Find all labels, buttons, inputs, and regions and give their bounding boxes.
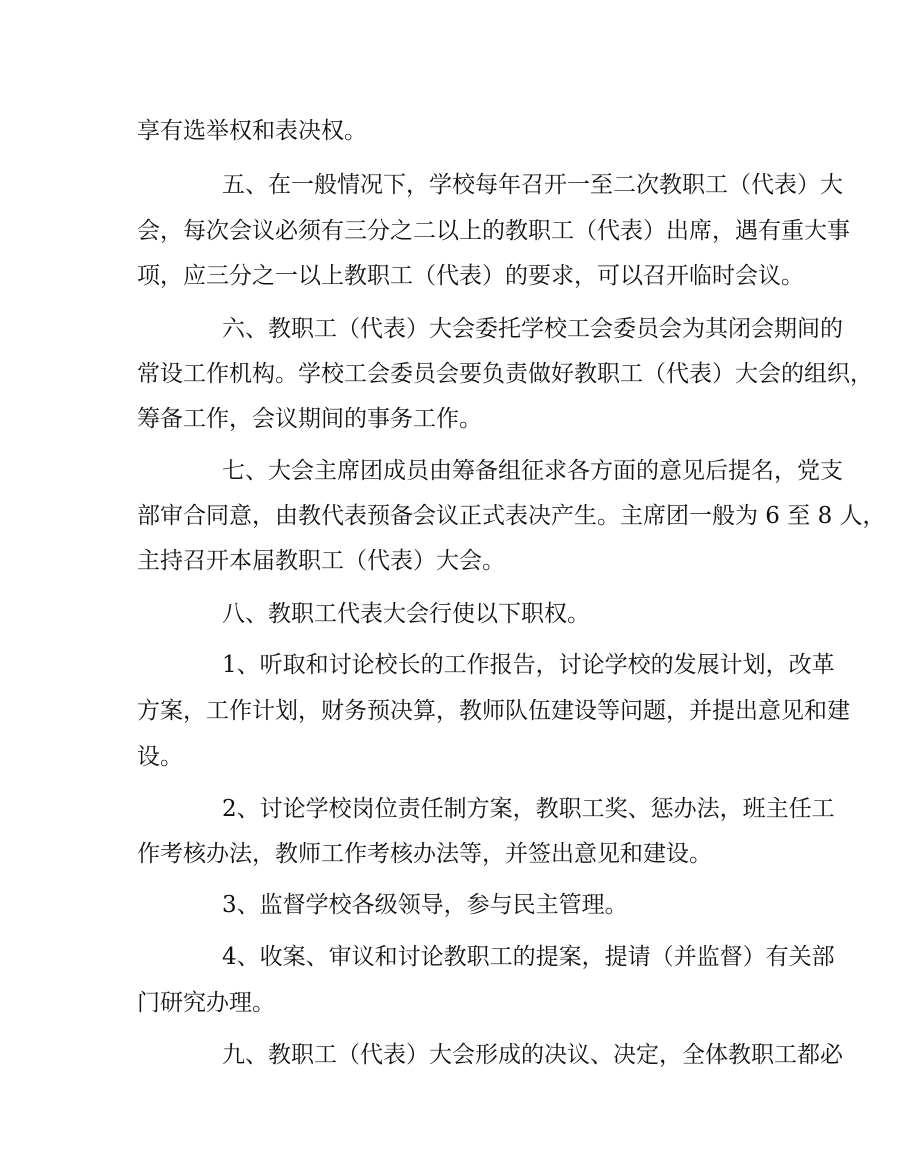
text-line: 主持召开本届教职工（代表）大会。 bbox=[137, 548, 505, 574]
text-line: 七、大会主席团成员由筹备组征求各方面的意见后提名，党支 bbox=[222, 458, 843, 484]
text-line: 常设工作机构。学校工会委员会要负责做好教职工（代表）大会的组织， bbox=[137, 361, 873, 387]
text-line: 设。 bbox=[137, 744, 183, 770]
text-line: 作考核办法，教师工作考核办法等，并签出意见和建设。 bbox=[137, 841, 712, 867]
text-line: 4、收案、审议和讨论教职工的提案，提请（并监督）有关部 bbox=[222, 944, 835, 970]
text-line: 八、教职工代表大会行使以下职权。 bbox=[222, 601, 590, 627]
text-line: 部审合同意，由教代表预备会议正式表决产生。主席团一般为 6 至 8 人， bbox=[137, 503, 886, 529]
text-line: 六、教职工（代表）大会委托学校工会委员会为其闭会期间的 bbox=[222, 316, 843, 342]
text-line: 项，应三分之一以上教职工（代表）的要求，可以召开临时会议。 bbox=[137, 263, 804, 289]
text-line: 2、讨论学校岗位责任制方案，教职工奖、惩办法，班主任工 bbox=[222, 796, 835, 822]
text-line: 享有选举权和表决权。 bbox=[137, 118, 367, 144]
text-line: 3、监督学校各级领导，参与民主管理。 bbox=[222, 892, 628, 918]
text-line: 会，每次会议必须有三分之二以上的教职工（代表）出席，遇有重大事 bbox=[137, 218, 850, 244]
text-line: 五、在一般情况下，学校每年召开一至二次教职工（代表）大 bbox=[222, 172, 843, 198]
text-line: 方案，工作计划，财务预决算，教师队伍建设等问题，并提出意见和建 bbox=[137, 698, 850, 724]
text-line: 1、听取和讨论校长的工作报告，讨论学校的发展计划，改革 bbox=[222, 652, 835, 678]
text-line: 门研究办理。 bbox=[137, 990, 275, 1016]
text-line: 九、教职工（代表）大会形成的决议、决定，全体教职工都必 bbox=[222, 1042, 843, 1068]
text-line: 筹备工作，会议期间的事务工作。 bbox=[137, 406, 482, 432]
